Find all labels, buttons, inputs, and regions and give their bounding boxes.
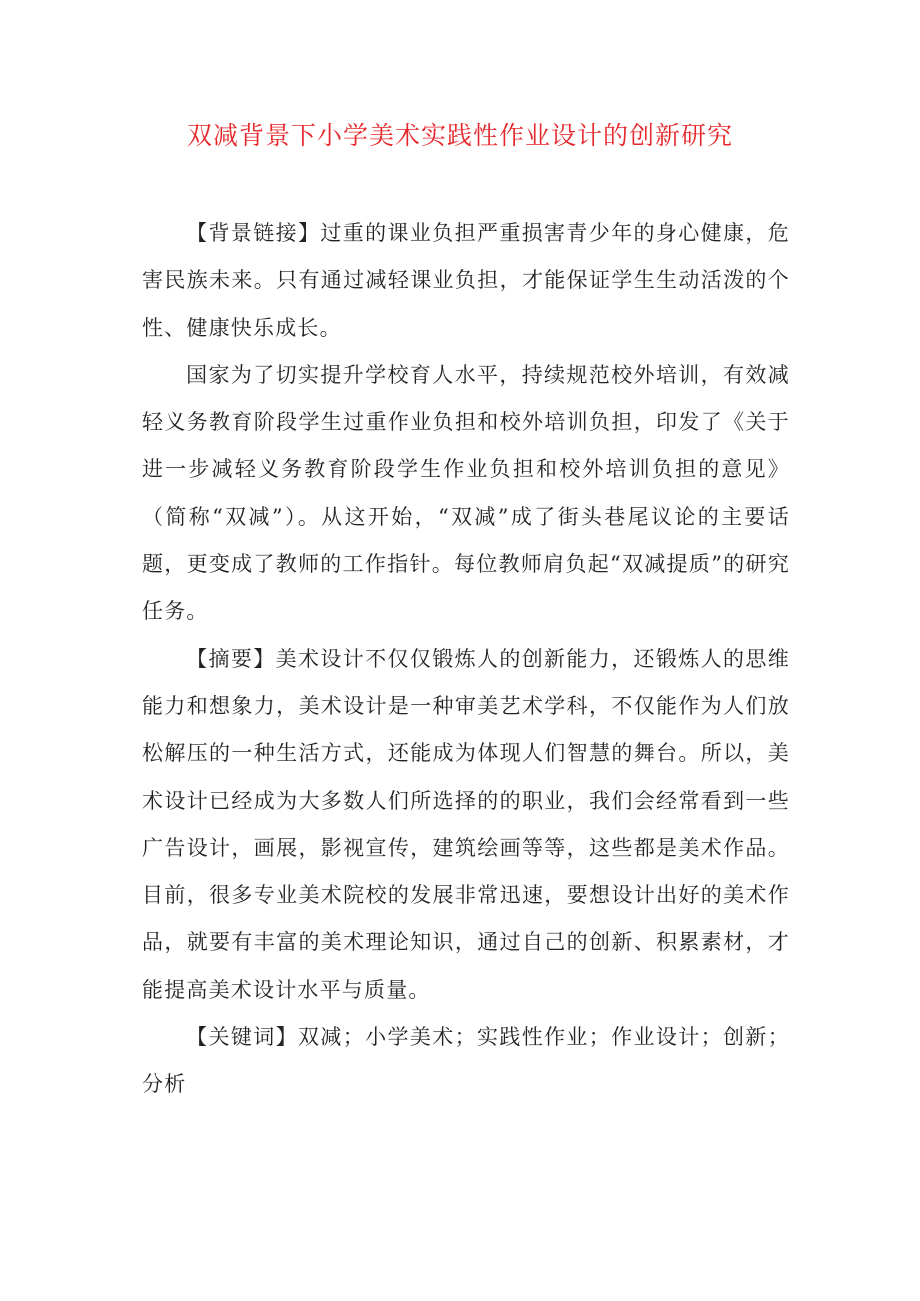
paragraph-abstract: 【摘要】美术设计不仅仅锻炼人的创新能力，还锻炼人的思维能力和想象力，美术设计是一种审美艺术学科，不仅能作为人们放松解压的一种生活方式，还能成为体现人们智慧的舞台。所以，美术设计已经成为大多数人们所选择的的职业，我们会经常看到一些广告设计，画展，影视宣传，建筑绘画等等，这些都是美术作品。目前，很多专业美术院校的发展非常迅速，要想设计出好的美术作品，就要有丰富的美术理论知识，通过自己的创新、积累素材，才能提高美术设计水平与质量。 [142, 646, 790, 1002]
document-body [142, 210, 790, 1109]
paragraph-background: 【背景链接】过重的课业负担严重损害青少年的身心健康，危害民族未来。只有通过减轻课业负担，才能保证学生生动活泼的个性、健康快乐成长。 [142, 221, 790, 340]
paragraph-keywords: 【关键词】双减；小学美术；实践性作业；作业设计；创新；分析 [142, 1025, 790, 1097]
document-title: 双减背景下小学美术实践性作业设计的创新研究 [186, 121, 733, 150]
paragraph-policy: 国家为了切实提升学校育人水平，持续规范校外培训，有效减轻义务教育阶段学生过重作业负担和校外培训负担，印发了《关于进一步减轻义务教育阶段学生作业负担和校外培训负担的意见》（简称“双减”）。从这开始，“双减”成了街头巷尾议论的主要话题，更变成了教师的工作指针。每位教师肩负起“双减提质”的研究任务。 [142, 362, 790, 624]
